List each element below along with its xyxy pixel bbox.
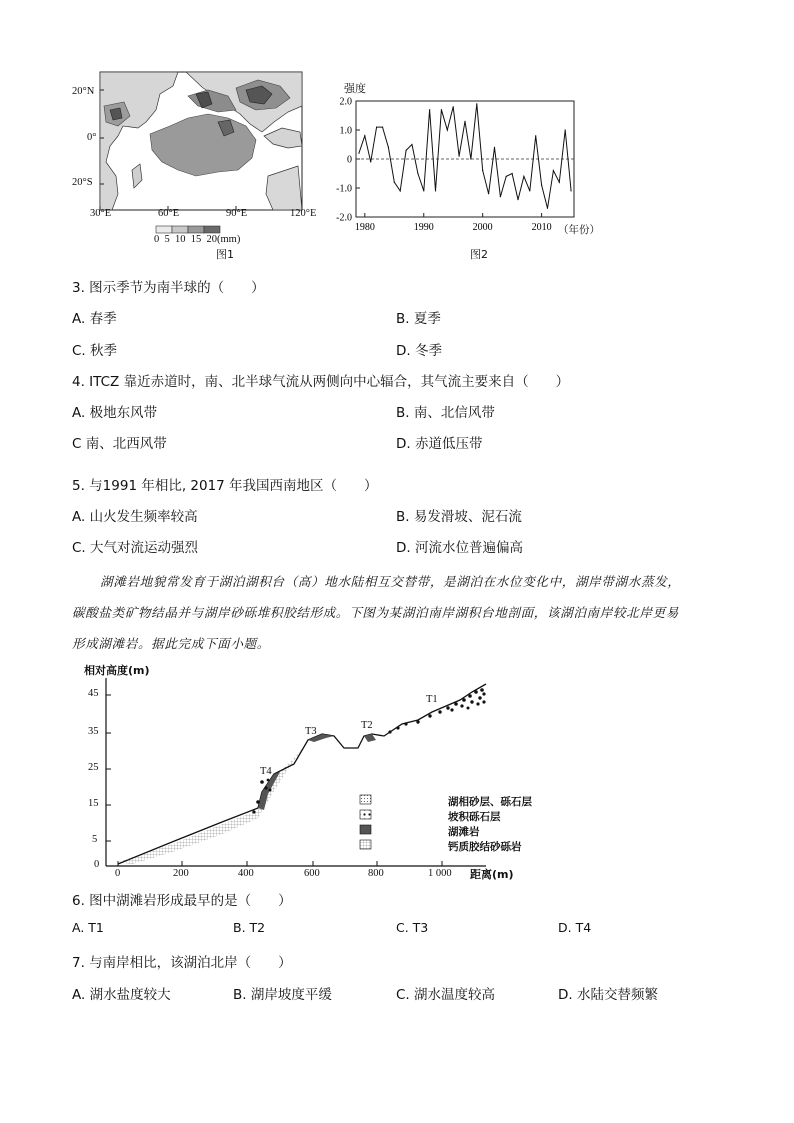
fig2-data-point: [470, 158, 471, 159]
q6-option-b[interactable]: B. T2: [233, 920, 266, 935]
fig3-legend-2: 坡积砾石层: [448, 811, 501, 823]
fig1-caption: 图1: [216, 248, 234, 261]
fig2-data-point: [512, 173, 513, 174]
fig2-data-point: [394, 182, 395, 183]
figure-3: [72, 662, 532, 884]
q3-option-b[interactable]: B. 夏季: [396, 311, 441, 327]
fig3-ytick-5: 5: [92, 834, 98, 845]
lat-label-20n: 20°N: [72, 86, 95, 97]
fig2-ytick-label: 2.0: [339, 96, 352, 108]
lon-label-30e: 30°E: [90, 208, 112, 219]
fig2-data-point: [435, 190, 436, 191]
fig2-data-point: [417, 173, 418, 174]
q4-option-c[interactable]: C 南、北西风带: [72, 436, 167, 452]
lon-label-90e: 90°E: [226, 208, 248, 219]
fig3-xtick-600: 600: [304, 868, 320, 879]
fig2-data-point: [476, 103, 477, 104]
terrace-label-t2: T2: [361, 720, 373, 731]
fig2-data-point: [400, 190, 401, 191]
fig2-data-point: [500, 196, 501, 197]
passage-line-2: 碳酸盐类矿物结晶并与湖岸砂砾堆积胶结形成。下图为某湖泊南岸湖积台地剖面，该湖泊南岸较北岸更易: [72, 605, 679, 620]
fig3-ylabel: 相对高度(m): [84, 664, 150, 677]
q3-stem: 3. 图示季节为南半球的（ ）: [72, 280, 265, 296]
fig2-xtick-label: 2010: [531, 222, 552, 233]
fig2-data-point: [494, 147, 495, 148]
passage-line-3: 形成湖滩岩。据此完成下面小题。: [72, 636, 270, 651]
fig2-chart: [322, 78, 612, 268]
fig2-data-point: [441, 109, 442, 110]
fig3-legend-3: 湖滩岩: [448, 826, 480, 838]
fig3-ytick-35: 35: [88, 726, 99, 737]
fig3-ytick-15: 15: [88, 798, 99, 809]
fig2-data-point: [488, 193, 489, 194]
fig3-xtick-1000: 1 000: [428, 868, 452, 879]
fig2-data-point: [541, 185, 542, 186]
fig2-xunit: （年份）: [558, 224, 600, 236]
figure-2: [322, 78, 612, 268]
fig2-data-point: [358, 153, 359, 154]
fig2-data-point: [364, 135, 365, 136]
q7-option-d[interactable]: D. 水陆交替频繁: [558, 987, 658, 1003]
fig3-ytick-0: 0: [94, 859, 100, 870]
lat-label-0: 0°: [87, 132, 97, 143]
fig3-ytick-25: 25: [88, 762, 99, 773]
q5-option-b[interactable]: B. 易发滑坡、泥石流: [396, 509, 522, 525]
lon-label-120e: 120°E: [290, 208, 317, 219]
fig2-data-point: [423, 190, 424, 191]
fig3-ytick-45: 45: [88, 688, 99, 699]
terrace-label-t1: T1: [426, 694, 438, 705]
fig2-data-point: [388, 147, 389, 148]
fig2-xtick-label: 1980: [354, 222, 375, 233]
q5-stem: 5. 与1991 年相比, 2017 年我国西南地区（ ）: [72, 478, 378, 494]
q3-option-d[interactable]: D. 冬季: [396, 343, 442, 359]
fig2-ytick-label: 1.0: [339, 125, 352, 137]
fig3-surface-line: [118, 684, 486, 864]
q6-option-a[interactable]: A. T1: [72, 920, 104, 935]
q4-option-d[interactable]: D. 赤道低压带: [396, 436, 483, 452]
fig2-data-point: [405, 150, 406, 151]
fig3-xlabel: 距离(m): [470, 868, 514, 881]
fig2-data-point: [523, 176, 524, 177]
fig2-data-point: [459, 156, 460, 157]
fig2-data-point: [453, 106, 454, 107]
q4-option-a[interactable]: A. 极地东风带: [72, 405, 158, 421]
q7-option-a[interactable]: A. 湖水盐度较大: [72, 987, 171, 1003]
fig2-xtick-label: 1990: [413, 222, 434, 233]
fig3-xtick-800: 800: [368, 868, 384, 879]
fig2-data-point: [553, 170, 554, 171]
fig2-ylabel: 强度: [344, 82, 366, 95]
fig2-data-point: [517, 199, 518, 200]
fig2-data-point: [535, 135, 536, 136]
q7-option-c[interactable]: C. 湖水温度较高: [396, 987, 496, 1003]
fig2-data-point: [529, 190, 530, 191]
q5-option-d[interactable]: D. 河流水位普遍偏高: [396, 540, 523, 556]
lon-label-60e: 60°E: [158, 208, 180, 219]
fig3-xtick-200: 200: [173, 868, 189, 879]
q4-option-b[interactable]: B. 南、北信风带: [396, 405, 495, 421]
fig2-caption: 图2: [470, 248, 488, 261]
fig2-data-point: [411, 144, 412, 145]
q3-option-a[interactable]: A. 春季: [72, 311, 117, 327]
fig2-data-point: [464, 121, 465, 122]
fig2-data-point: [570, 190, 571, 191]
fig2-data-point: [547, 208, 548, 209]
fig2-data-point: [506, 176, 507, 177]
fig2-data-point: [370, 161, 371, 162]
q6-option-d[interactable]: D. T4: [558, 920, 592, 935]
fig1-legend-values: 0 5 10 15 20(mm): [154, 234, 241, 245]
fig3-xtick-400: 400: [238, 868, 254, 879]
fig3-legend-4: 钙质胶结砂砾岩: [448, 841, 522, 853]
fig2-data-point: [559, 182, 560, 183]
fig2-xtick-label: 2000: [472, 222, 493, 233]
fig2-ytick-label: -1.0: [336, 183, 352, 195]
fig3-xtick-0: 0: [115, 868, 121, 879]
fig2-data-point: [447, 129, 448, 130]
fig2-data-point: [482, 170, 483, 171]
lat-label-20s: 20°S: [72, 177, 93, 188]
terrace-label-t3: T3: [305, 726, 317, 737]
q6-option-c[interactable]: C. T3: [396, 920, 429, 935]
terrace-label-t4: T4: [260, 766, 272, 777]
q5-option-a[interactable]: A. 山火发生频率较高: [72, 509, 198, 525]
q4-stem: 4. ITCZ 靠近赤道时，南、北半球气流从两侧向中心辐合，其气流主要来自（ ）: [72, 374, 570, 390]
q7-stem: 7. 与南岸相比，该湖泊北岸（ ）: [72, 955, 292, 971]
fig2-data-point: [429, 109, 430, 110]
passage-line-1: 湖滩岩地貌常发育于湖泊湖积台（高）地水陆相互交替带，是湖泊在水位变化中，湖岸带湖水蒸发，: [100, 574, 681, 589]
q7-option-b[interactable]: B. 湖岸坡度平缓: [233, 987, 332, 1003]
fig2-ytick-label: 0: [347, 154, 352, 166]
q3-option-c[interactable]: C. 秋季: [72, 343, 118, 359]
q6-stem: 6. 图中湖滩岩形成最早的是（ ）: [72, 893, 292, 909]
fig2-data-point: [565, 129, 566, 130]
fig2-data-point: [376, 127, 377, 128]
fig2-data-point: [382, 127, 383, 128]
q5-option-c[interactable]: C. 大气对流运动强烈: [72, 540, 199, 556]
fig3-legend-1: 湖相砂层、砾石层: [448, 796, 532, 808]
fig2-series-line: [359, 104, 571, 208]
figure-1: [68, 66, 328, 266]
fig2-ytick-label: -2.0: [336, 212, 352, 224]
